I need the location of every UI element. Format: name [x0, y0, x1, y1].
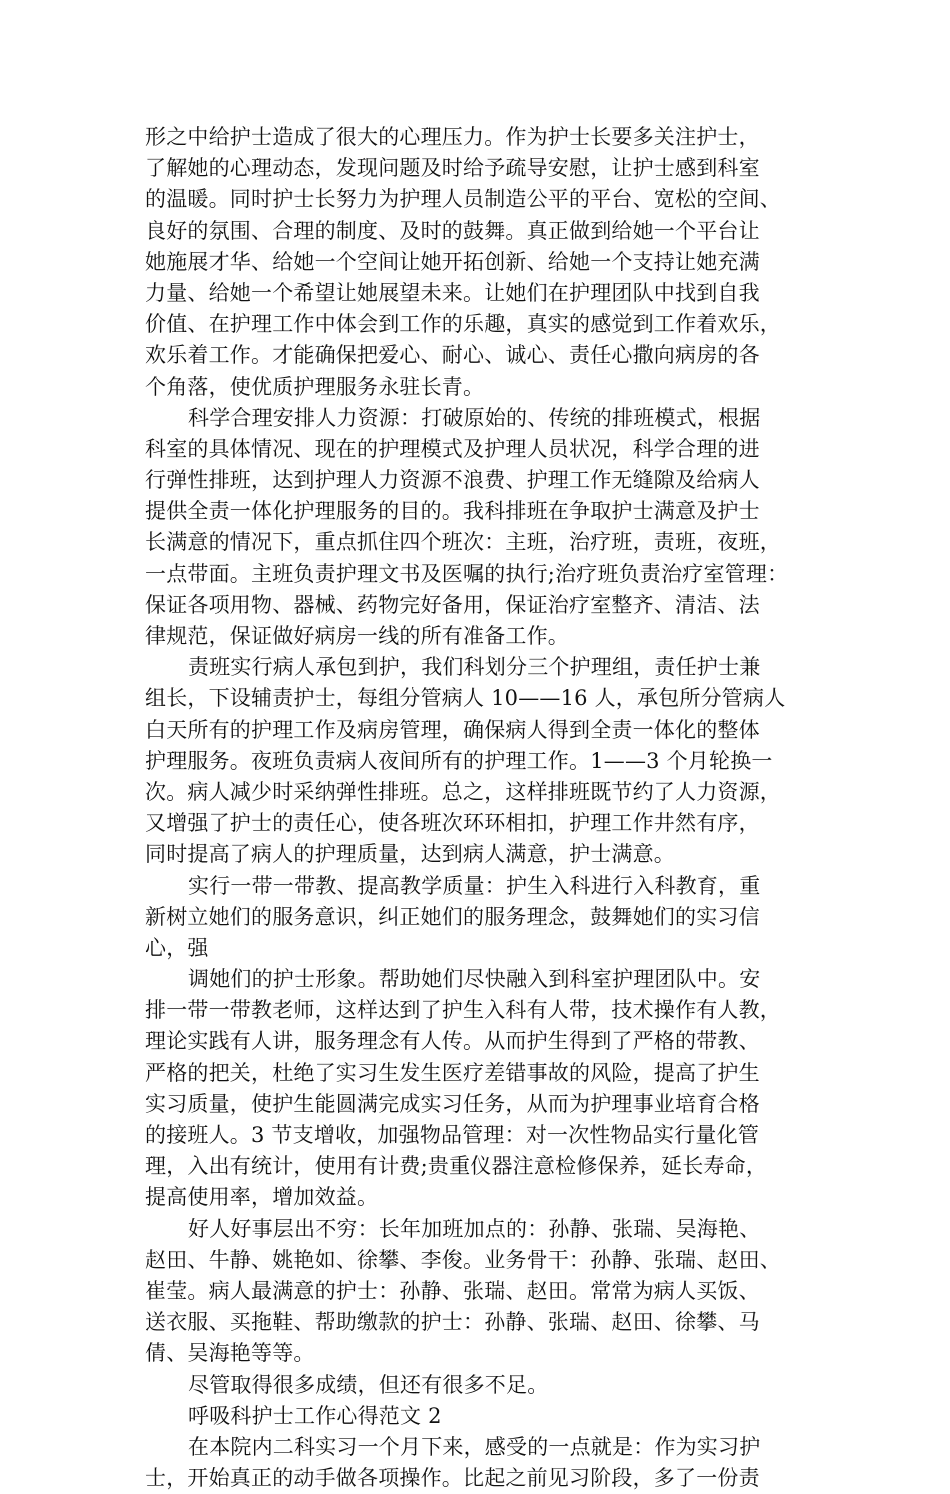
text-line: 欢乐着工作。才能确保把爱心、耐心、诚心、责任心撒向病房的各 [145, 343, 760, 368]
text-line: 个角落，使优质护理服务永驻长青。 [145, 374, 485, 399]
text-line: 组长，下设辅责护士，每组分管病人 10——16 人，承包所分管病人 [145, 686, 786, 711]
text-line: 士，开始真正的动手做各项操作。比起之前见习阶段，多了一份责 [145, 1466, 760, 1491]
text-line: 崔莹。病人最满意的护士：孙静、张瑞、赵田。常常为病人买饭、 [145, 1278, 760, 1303]
text-line: 实习质量，使护生能圆满完成实习任务，从而为护理事业培育合格 [145, 1091, 760, 1116]
text-line: 理论实践有人讲，服务理念有人传。从而护生得到了严格的带教、 [145, 1029, 760, 1054]
text-line: 长满意的情况下，重点抓住四个班次：主班，治疗班，责班，夜班， [145, 530, 781, 555]
text-line: 白天所有的护理工作及病房管理，确保病人得到全责一体化的整体 [145, 717, 760, 742]
text-line: 行弹性排班，达到护理人力资源不浪费、护理工作无缝隙及给病人 [145, 468, 760, 493]
text-line: 了解她的心理动态，发现问题及时给予疏导安慰，让护士感到科室 [145, 156, 760, 181]
text-line: 新树立她们的服务意识，纠正她们的服务理念，鼓舞她们的实习信 [145, 904, 760, 929]
text-line: 理，入出有统计，使用有计费;贵重仪器注意检修保养，延长寿命， [145, 1154, 768, 1179]
text-line: 同时提高了病人的护理质量，达到病人满意，护士满意。 [145, 842, 675, 867]
text-line: 价值、在护理工作中体会到工作的乐趣，真实的感觉到工作着欢乐， [145, 312, 781, 337]
text-line: 在本院内二科实习一个月下来，感受的一点就是：作为实习护 [188, 1434, 761, 1459]
text-line: 又增强了护士的责任心，使各班次环环相扣，护理工作井然有序， [145, 811, 760, 836]
text-line: 呼吸科护士工作心得范文 2 [188, 1403, 442, 1428]
text-line: 良好的氛围、合理的制度、及时的鼓舞。真正做到给她一个平台让 [145, 218, 760, 243]
text-line: 形之中给护士造成了很大的心理压力。作为护士长要多关注护士， [145, 125, 760, 149]
text-line: 责班实行病人承包到护，我们科划分三个护理组，责任护士兼 [188, 655, 761, 680]
text-line: 赵田、牛静、姚艳如、徐攀、李俊。业务骨干：孙静、张瑞、赵田、 [145, 1247, 781, 1272]
text-line: 倩、吴海艳等等。 [145, 1341, 315, 1366]
text-line: 一点带面。主班负责护理文书及医嘱的执行;治疗班负责治疗室管理： [145, 561, 789, 586]
text-line: 的接班人。3 节支增收，加强物品管理：对一次性物品实行量化管 [145, 1123, 760, 1147]
text-line: 实行一带一带教、提高教学质量：护生入科进行入科教育，重 [188, 873, 761, 898]
text-line: 好人好事层出不穷：长年加班加点的：孙静、张瑞、吴海艳、 [188, 1216, 761, 1241]
text-line: 心，强 [145, 935, 209, 960]
text-line: 排一带一带教老师，这样达到了护生入科有人带，技术操作有人教， [145, 998, 781, 1023]
text-line: 力量、给她一个希望让她展望未来。让她们在护理团队中找到自我 [145, 280, 760, 305]
text-line: 律规范，保证做好病房一线的所有准备工作。 [145, 624, 569, 648]
document-page [145, 122, 805, 1494]
text-line: 提供全责一体化护理服务的目的。我科排班在争取护士满意及护士 [145, 499, 760, 524]
text-line: 尽管取得很多成绩，但还有很多不足。 [188, 1372, 549, 1397]
text-line: 次。病人减少时采纳弹性排班。总之，这样排班既节约了人力资源， [145, 779, 781, 804]
text-line: 护理服务。夜班负责病人夜间所有的护理工作。1——3 个月轮换一 [145, 748, 773, 773]
text-line: 保证各项用物、器械、药物完好备用，保证治疗室整齐、清洁、法 [145, 592, 760, 617]
text-line: 调她们的护士形象。帮助她们尽快融入到科室护理团队中。安 [188, 967, 761, 992]
text-line: 科室的具体情况、现在的护理模式及护理人员状况，科学合理的进 [145, 436, 760, 461]
text-line: 的温暖。同时护士长努力为护理人员制造公平的平台、宽松的空间、 [145, 187, 781, 212]
text-line: 严格的把关，杜绝了实习生发生医疗差错事故的风险，提高了护生 [145, 1060, 760, 1085]
text-line: 送衣服、买拖鞋、帮助缴款的护士：孙静、张瑞、赵田、徐攀、马 [145, 1310, 760, 1335]
text-line: 提高使用率，增加效益。 [145, 1185, 379, 1210]
text-line: 科学合理安排人力资源：打破原始的、传统的排班模式，根据 [188, 405, 761, 430]
text-line: 她施展才华、给她一个空间让她开拓创新、给她一个支持让她充满 [145, 249, 760, 274]
